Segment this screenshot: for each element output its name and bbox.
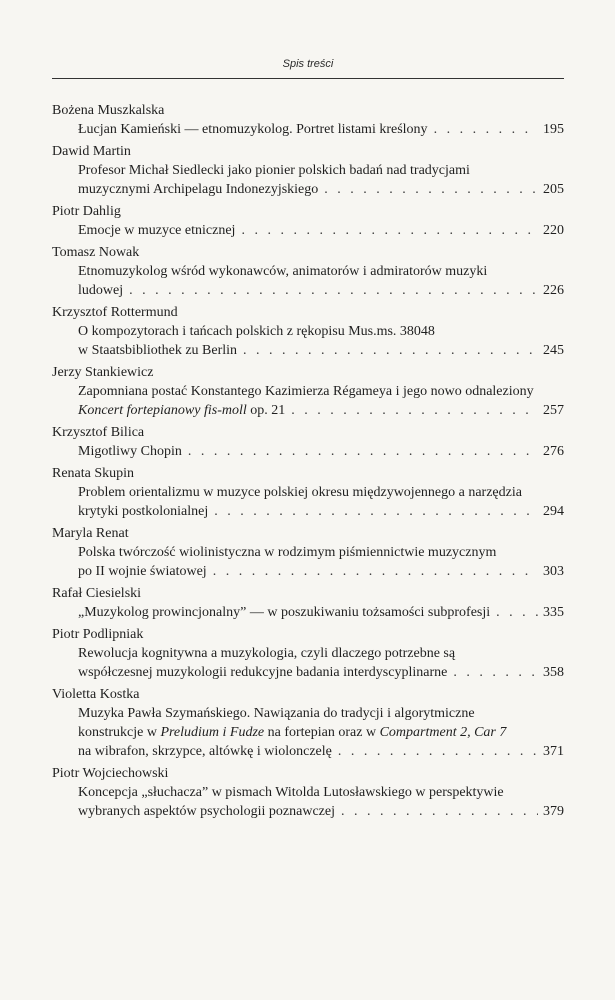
entry-title — [52, 262, 564, 300]
title-line: muzycznymi Archipelagu Indonezyjskiego — [78, 182, 319, 197]
toc-entry — [52, 363, 564, 420]
title-line: współczesnej muzykologii redukcyjne badania interdyscyplinarne — [78, 665, 448, 680]
page-number: 303 — [543, 564, 564, 579]
entry-title — [52, 704, 564, 761]
entry-title — [52, 221, 564, 240]
page-number: 358 — [543, 665, 564, 680]
entry-author: Krzysztof Bilica — [52, 425, 145, 440]
page-number: 245 — [543, 343, 564, 358]
entry-author: Dawid Martin — [52, 144, 131, 159]
leader-dots — [188, 442, 538, 461]
page-number: 257 — [543, 403, 564, 418]
toc-entry — [52, 243, 564, 300]
toc-entry — [52, 303, 564, 360]
toc-entry — [52, 142, 564, 199]
toc-entry — [52, 202, 564, 240]
title-line: krytyki postkolonialnej — [78, 504, 209, 519]
title-line — [78, 723, 564, 742]
title-line: Rewolucja kognitywna a muzykologia, czyli dlaczego potrzebne są — [78, 646, 456, 661]
entry-title — [52, 483, 564, 521]
title-line: na wibrafon, skrzypce, altówkę i wiolonczelę — [78, 744, 332, 759]
entry-title — [52, 322, 564, 360]
title-line: Zapomniana postać Konstantego Kazimierza Régameya i jego nowo odnaleziony — [78, 384, 534, 399]
page-number: 220 — [543, 223, 564, 238]
work-title-italic: Compartment 2, Car 7 — [379, 725, 507, 740]
toc-entry — [52, 685, 564, 761]
toc-entry — [52, 101, 564, 139]
title-line: op. 21 — [246, 403, 286, 418]
page-number: 276 — [543, 444, 564, 459]
entry-title — [52, 644, 564, 682]
entry-title — [52, 543, 564, 581]
page-number: 226 — [543, 283, 564, 298]
toc-entry — [52, 423, 564, 461]
entry-author: Tomasz Nowak — [52, 245, 140, 260]
entry-author: Piotr Wojciechowski — [52, 766, 169, 781]
title-line: „Muzykolog prowincjonalny” — w poszukiwaniu tożsamości subprofesji — [78, 605, 491, 620]
page-number: 205 — [543, 182, 564, 197]
page-number: 335 — [543, 605, 564, 620]
entry-author: Krzysztof Rottermund — [52, 305, 178, 320]
leader-dots — [338, 742, 538, 761]
page-number: 371 — [543, 744, 564, 759]
entry-title — [52, 161, 564, 199]
entry-author: Bożena Muszkalska — [52, 103, 165, 118]
toc-entry — [52, 584, 564, 622]
page-number: 195 — [543, 122, 564, 137]
title-line: Problem orientalizmu w muzyce polskiej okresu międzywojennego a narzędzia — [78, 485, 522, 500]
leader-dots — [324, 180, 538, 199]
leader-dots — [291, 401, 538, 420]
page-number: 294 — [543, 504, 564, 519]
title-line: Polska twórczość wiolinistyczna w rodzimym piśmiennictwie muzycznym — [78, 545, 497, 560]
leader-dots — [453, 663, 538, 682]
toc-entry — [52, 625, 564, 682]
leader-dots — [341, 802, 538, 821]
title-line: w Staatsbibliothek zu Berlin — [78, 343, 238, 358]
entry-title — [52, 120, 564, 139]
toc-entry — [52, 464, 564, 521]
title-fragment: na fortepian oraz w — [264, 725, 380, 740]
entry-author: Violetta Kostka — [52, 687, 140, 702]
title-line: Muzyka Pawła Szymańskiego. Nawiązania do tradycji i algorytmiczne — [78, 706, 475, 721]
title-line: Emocje w muzyce etnicznej — [78, 223, 236, 238]
entry-author: Renata Skupin — [52, 466, 135, 481]
entry-author: Piotr Dahlig — [52, 204, 121, 219]
leader-dots — [496, 603, 538, 622]
leader-dots — [129, 281, 538, 300]
header-rule — [52, 78, 564, 79]
toc-entry — [52, 524, 564, 581]
table-of-contents — [52, 101, 564, 824]
title-line: Koncepcja „słuchacza” w pismach Witolda Lutosławskiego w perspektywie — [78, 785, 504, 800]
leader-dots — [243, 341, 538, 360]
title-line: wybranych aspektów psychologii poznawczej — [78, 804, 335, 819]
leader-dots — [213, 562, 538, 581]
title-line: Łucjan Kamieński — etnomuzykolog. Portret listami kreślony — [78, 122, 428, 137]
work-title-italic: Preludium i Fudze — [160, 725, 265, 740]
work-title-italic: Koncert fortepianowy fis-moll — [78, 403, 247, 418]
entry-title — [52, 442, 564, 461]
entry-title — [52, 603, 564, 622]
leader-dots — [434, 120, 538, 139]
page-number: 379 — [543, 804, 564, 819]
entry-author: Maryla Renat — [52, 526, 129, 541]
title-line: po II wojnie światowej — [78, 564, 207, 579]
title-line: Etnomuzykolog wśród wykonawców, animatorów i admiratorów muzyki — [78, 264, 488, 279]
leader-dots — [214, 502, 538, 521]
title-line: Profesor Michał Siedlecki jako pionier polskich badań nad tradycjami — [78, 163, 470, 178]
title-line: Migotliwy Chopin — [78, 444, 182, 459]
entry-author: Jerzy Stankiewicz — [52, 365, 154, 380]
entry-title — [52, 382, 564, 420]
entry-author: Rafał Ciesielski — [52, 586, 142, 601]
entry-author: Piotr Podlipniak — [52, 627, 144, 642]
toc-entry — [52, 764, 564, 821]
leader-dots — [241, 221, 538, 240]
title-fragment: konstrukcje w — [78, 725, 161, 740]
entry-title — [52, 783, 564, 821]
title-line: ludowej — [78, 283, 124, 298]
running-header: Spis treści — [282, 58, 334, 70]
title-line: O kompozytorach i tańcach polskich z rękopisu Mus.ms. 38048 — [78, 324, 435, 339]
